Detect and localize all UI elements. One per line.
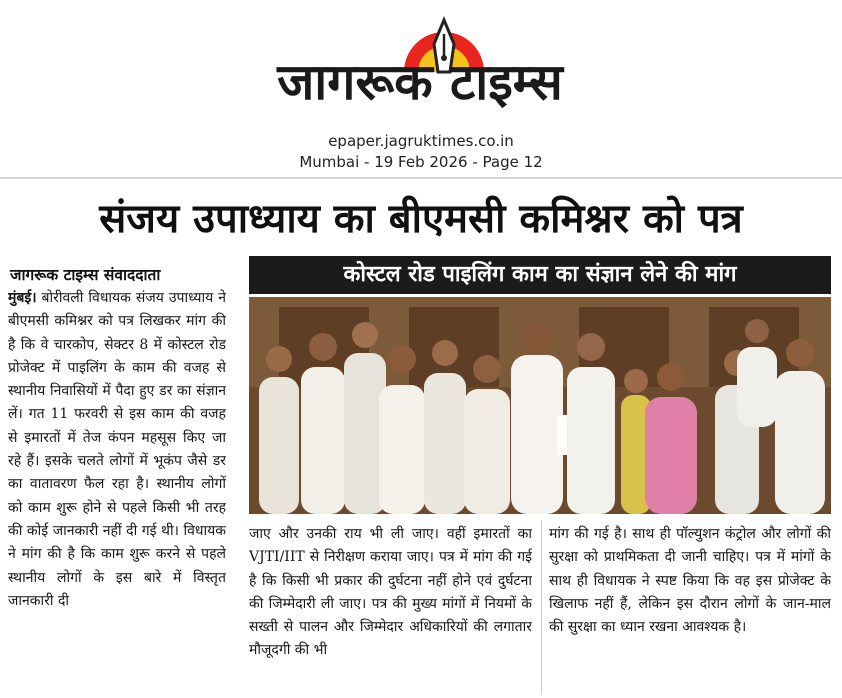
edition-meta — [0, 131, 842, 173]
epaper-url[interactable]: epaper.jagruktimes.co.in — [328, 132, 514, 150]
article-column-right: मांग की गई है। साथ ही पॉल्युशन कंट्रोल और लोगों की सुरक्षा को प्राथमिकता दी जानी चाहिए। पत्र में मांगों के साथ ही विधायक ने स्पष्ट किया कि वह इस प्रोजेक्ट के खिलाफ नहीं हैं, लेकिन इस दौरान लोगों के जान-माल की सुरक्षा का ध्यान रखना आवश्यक है। — [549, 526, 831, 636]
article-column-left — [8, 287, 226, 695]
newspaper-logo — [230, 8, 610, 118]
newspaper-title: जागरूक टाइम्स — [277, 53, 563, 111]
article-column-middle: जाए और उनकी राय भी ली जाए। वहीं इमारतों का VJTI/IIT से निरीक्षण कराया जाए। पत्र में मांग की गई है कि किसी भी प्रकार की दुर्घटना नहीं होने एवं दुर्घटना की जिम्मेदारी ली जाए। पत्र की मुख्य मांगों में नियमों के सख्ती से पालन और जिम्मेदार अधिकारियों की लगातार मौजूदगी की भी — [249, 526, 532, 659]
article-photo — [249, 297, 831, 514]
article-headline: संजय उपाध्याय का बीएमसी कमिश्नर को पत्र — [99, 196, 743, 242]
left-column-text: बोरीवली विधायक संजय उपाध्याय ने बीएमसी कमिश्नर को पत्र लिखकर मांग की है कि वे चारकोप, सेक्टर 8 में कोस्टल रोड प्रोजेक्ट में पाइलिंग के काम की वजह से स्थानीय निवासियों में पैदा हुए डर का संज्ञान लें। गत 11 फरवरी से इस काम की वजह से इमारतों में तेज कंपन महसूस किए जा रहे हैं। इसके चलते लोगों में भूकंप जैसे डर का वातावरण फैल रहा है। स्थानीय लोगों को काम शुरू होने से पहले किसी भी तरह की कोई जानकारी नहीं दी गई थी। विधायक ने मांग की है कि काम शुरू करने से पहले स्थानीय लोगों के इस बारे में विस्तृत जानकारी दी — [8, 290, 226, 609]
group-photo-illustration — [249, 297, 831, 514]
edition-info: Mumbai - 19 Feb 2026 - Page 12 — [299, 153, 543, 171]
article-byline: जागरूक टाइम्स संवाददाता — [10, 266, 161, 284]
column-divider — [541, 520, 542, 695]
dateline-place: मुंबई। — [8, 290, 37, 306]
masthead-divider — [0, 177, 842, 179]
article-subheadline: कोस्टल रोड पाइलिंग काम का संज्ञान लेने की मांग — [249, 256, 831, 294]
masthead — [0, 0, 842, 176]
